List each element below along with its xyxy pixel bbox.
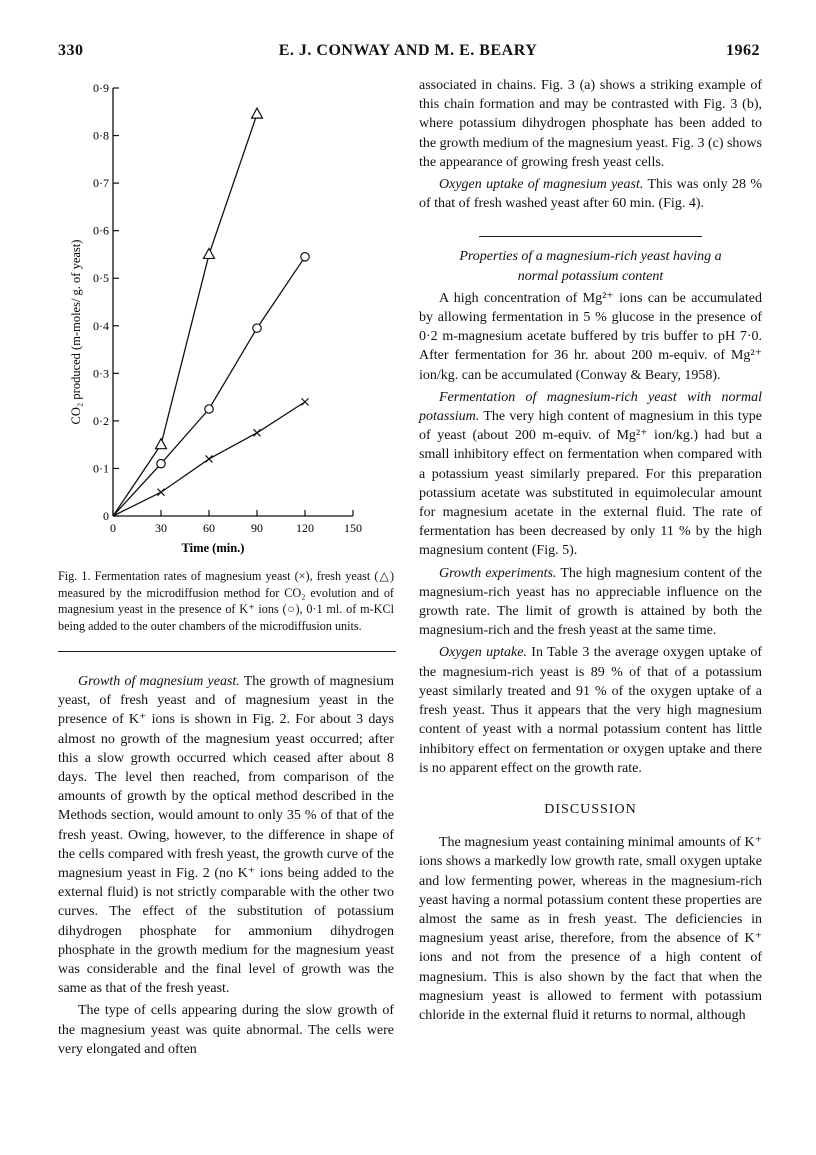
x-axis-label: Time (min.): [181, 541, 245, 555]
page-number: 330: [58, 42, 84, 59]
x-tick-label: 30: [155, 521, 167, 535]
running-header-authors: E. J. CONWAY AND M. E. BEARY: [278, 42, 538, 59]
data-point-circle: [157, 459, 165, 467]
section-divider: [479, 213, 702, 237]
y-tick-label: 0·8: [93, 128, 109, 143]
data-point-circle: [205, 405, 213, 413]
paragraph-cell-type: The type of cells appearing during the slow growth of the magnesium yeast was quite abnormal. The cells were very elongated and often: [58, 1003, 394, 1057]
paragraph-oxygen-uptake-magnesium: [419, 175, 762, 213]
y-tick-label: 0·2: [93, 413, 109, 428]
paragraph-growth-experiments: [419, 564, 762, 641]
paragraph-text: This was only 28 % of that of fresh washed yeast after 60 min. (Fig. 4).: [419, 177, 763, 212]
paragraph-text: The high magnesium content of the magnesium-rich yeast has no appreciable influence on the growth rate. The limit of growth is attained by both the magnesium-rich and the fresh yeast at the same time.: [419, 565, 762, 639]
data-point-circle: [301, 253, 309, 261]
data-point-cross: [254, 429, 261, 436]
series-line-triangle: [113, 114, 257, 516]
paragraph-discussion: The magnesium yeast containing minimal amounts of K⁺ ions shows a markedly low growth rate, small oxygen uptake and low fermenting power, whereas in the magnesium-rich yeast having a normal potassium content these properties are almost the same as in fresh yeast. The deficiencies in magnesium yeast arise, therefore, from the absence of K⁺ ions and not from the presence of a high content of magnesium. This is also shown by the fact that when the magnesium yeast is allowed to ferment with potassium chloride in the external fluid it returns to normal, although: [419, 835, 762, 1023]
paragraph-growth-magnesium-yeast: [58, 672, 394, 998]
run-in-heading: Fermentation of magnesium-rich yeast with normal potassium.: [419, 389, 762, 425]
run-in-heading: Oxygen uptake.: [439, 645, 527, 661]
y-axis-label: CO₂ produced (m-moles/ g. of yeast): [69, 239, 83, 425]
paragraph-text: The growth of magnesium yeast, of fresh yeast and of magnesium yeast in the presence of K⁺ ions is shown in Fig. 2. For about 3 days almost no growth of the magnesium yeast occurred; after this a slow growth occurred which ceased after about 8 days. The level then reached, from comparison of the amounts of growth by the optical method described in the Methods section, would amount to only 35 % of that of the fresh yeast. Owing, however, to the difference in shape of the cells compared with fresh yeast, the growth curve of the magnesium yeast in Fig. 2 (no K⁺ ions being added to the external fluid) is not strictly comparable with the other two curves. The effect of the substitution of potassium dihydrogen phosphate for ammonium dihydrogen phosphate in the growth medium for the magnesium yeast was considerable and the final level of growth was the same as that of the fresh yeast.: [58, 674, 394, 997]
figure-1-chart: [58, 70, 403, 555]
data-point-cross: [206, 455, 213, 462]
paragraph-oxygen-uptake: [419, 643, 762, 777]
run-in-heading: Growth of magnesium yeast.: [78, 674, 240, 689]
data-point-cross: [158, 489, 165, 496]
data-point-circle: [253, 324, 261, 332]
data-point-triangle: [156, 439, 167, 449]
y-tick-label: 0·7: [93, 176, 109, 191]
x-tick-label: 60: [203, 521, 215, 535]
caption-divider: [58, 651, 396, 652]
data-point-cross: [302, 398, 309, 405]
y-tick-label: 0: [103, 509, 109, 523]
paragraph-text: In Table 3 the average oxygen uptake of the magnesium-rich yeast is 89 % of that of a potassium yeast similarly treated and 91 % of the oxygen uptake of a fresh yeast. Thus it appears that the very high magnesium content of yeast with a normal potassium content has little inhibitory effect on fermentation or oxygen uptake and there is no apparent effect on the growth rate.: [419, 645, 762, 776]
paragraph-text: The very high content of magnesium in this type of yeast (about 200 m-equiv. of Mg²⁺ ion/kg.) had but a small inhibitory effect on fermentation when compared with a potassium yeast similarly prepared. For this preparation potassium acetate was substituted in equimolecular amount for magnesium acetate in the external fluid. The rate of fermentation has been decreased by only 11 % by the high magnesium content (Fig. 5).: [419, 409, 762, 559]
header-year: 1962: [726, 42, 760, 59]
paragraph-fermentation-magnesium-rich: [419, 388, 762, 561]
y-tick-label: 0·3: [93, 366, 109, 381]
chart-axes: [69, 81, 362, 555]
y-tick-label: 0·4: [93, 318, 109, 333]
y-tick-label: 0·6: [93, 223, 109, 238]
x-tick-label: 90: [251, 521, 263, 535]
data-point-triangle: [252, 108, 263, 118]
x-tick-label: 120: [296, 521, 314, 535]
left-column: [58, 672, 394, 1059]
y-tick-label: 0·9: [93, 81, 109, 95]
section-title-magnesium-rich: Properties of a magnesium-rich yeast having a normal potassium content: [459, 249, 722, 284]
figure-1-caption: Fig. 1. Fermentation rates of magnesium yeast (×), fresh yeast (△) measured by the microdiffusion method for CO₂ evolution and of magnesium yeast in the presence of K⁺ ions (○), 0·1 ml. of m-KCl being added to the outer chambers of the microdiffusion units.: [58, 569, 394, 633]
paragraph-chain-formation: associated in chains. Fig. 3 (a) shows a striking example of this chain formation and may be contrasted with Fig. 3 (b), where potassium dihydrogen phosphate has been added to the growth medium of the magnesium yeast. Fig. 3 (c) shows the appearance of growing fresh yeast cells.: [419, 78, 762, 170]
section-title-discussion: DISCUSSION: [544, 801, 637, 817]
y-tick-label: 0·5: [93, 271, 109, 286]
chart-series: [113, 108, 309, 516]
right-column: [419, 76, 762, 1025]
series-line-circle: [113, 257, 305, 516]
run-in-heading: Oxygen uptake of magnesium yeast.: [439, 177, 644, 193]
x-tick-label: 150: [344, 521, 362, 535]
run-in-heading: Growth experiments.: [439, 565, 557, 581]
data-point-triangle: [204, 248, 215, 258]
y-tick-label: 0·1: [93, 461, 109, 476]
x-tick-label: 0: [110, 521, 116, 535]
paragraph-accumulation: A high concentration of Mg²⁺ ions can be accumulated by allowing fermentation in 5 % glucose in the presence of 0·2 m-magnesium acetate buffered by tris buffer to pH 7·0. After fermentation for 36 hr. about 200 m-equiv. of Mg²⁺ ion/kg. can be accumulated (Conway & Beary, 1958).: [419, 290, 762, 383]
